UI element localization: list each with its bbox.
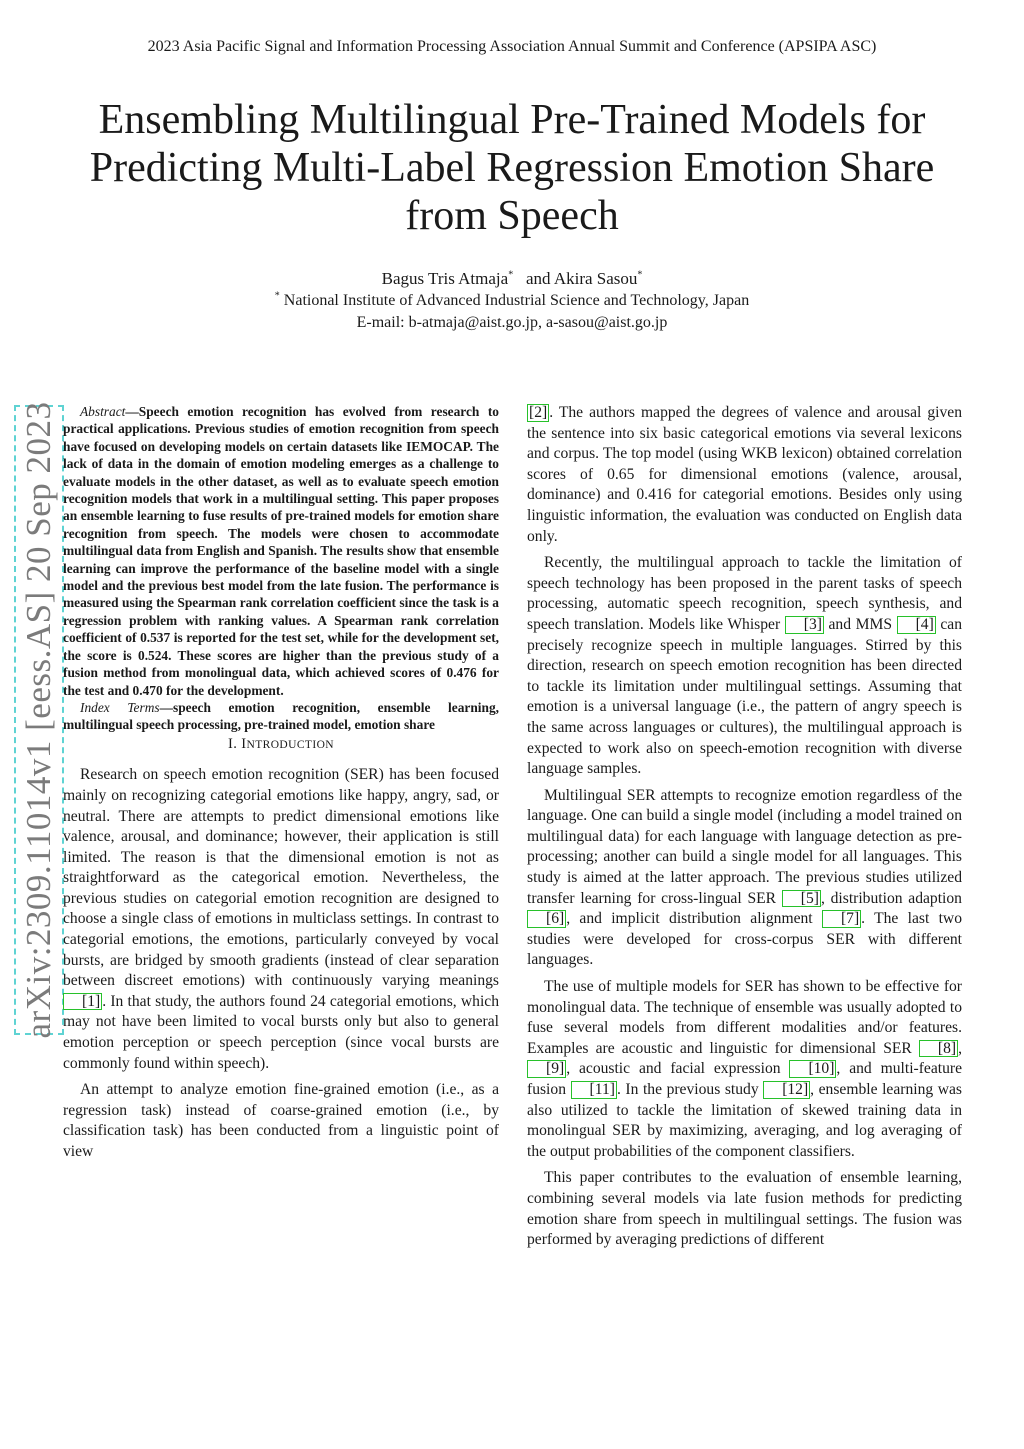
- left-column: [63, 403, 499, 1163]
- paragraph-text: Recently, the multilingual approach to tackle the limitation of speech technology has been proposed in the parent tasks of speech processing, automatic speech recognition, speech synthesis, and speech translation. Models like Whisper: [527, 554, 962, 633]
- paragraph-text: An attempt to analyze emotion fine-grained emotion (i.e., as a regression task) instead of coarse-grained emotion (i.e., by classification task) has been conducted from a linguistic point of view: [63, 1081, 499, 1160]
- citation-link[interactable]: [1]: [63, 993, 102, 1011]
- intro-paragraph-1: [63, 765, 499, 1074]
- citation-link[interactable]: [8]: [919, 1040, 958, 1058]
- author-2: Akira Sasou: [553, 269, 638, 288]
- abstract-text: —Speech emotion recognition has evolved from research to practical applications. Previous studies of emotion recognition from speech have focused on developing models on certain datasets like IEMOCAP. The lack of data in the domain of emotion modeling emerges as a challenge to evaluate models in the other dataset, as well as to evaluate speech emotion recognition models that work in a multilingual setting. This paper proposes an ensemble learning to fuse results of pre-trained models for emotion share recognition from speech. The models were chosen to accommodate multilingual data from English and Spanish. The results show that ensemble learning can improve the performance of the baseline model with a single model and the previous best model from the late fusion. The performance is measured using the Spearman rank correlation coefficient since the task is a regression problem with ranking values. A Spearman rank correlation coefficient of 0.537 is reported for the test set, while for the development set, the score is 0.524. These scores are higher than the previous study of a fusion method from monolingual data, which achieved scores of 0.476 for the test and 0.470 for the development.: [63, 404, 499, 698]
- paragraph-text: , distribution adaption: [820, 889, 962, 907]
- arxiv-stamp-link[interactable]: [14, 401, 64, 1039]
- author-names: [0, 268, 1024, 290]
- intro-paragraph-2-continued: [527, 403, 962, 547]
- index-terms: [63, 699, 499, 734]
- index-terms-text: —speech emotion recognition, ensemble learning, multilingual speech processing, pre-trained model, emotion share: [63, 699, 500, 733]
- email-line: E-mail: b-atmaja@aist.go.jp, a-sasou@aist.go.jp: [356, 314, 668, 331]
- paragraph-text: , and multi-feature fusion: [527, 1060, 963, 1098]
- section-heading-introduction: [63, 734, 499, 756]
- affil-mark-1: *: [508, 269, 514, 281]
- abstract: [63, 403, 499, 699]
- paragraph-text: , acoustic and facial expression: [566, 1060, 790, 1078]
- citation-link[interactable]: [11]: [571, 1081, 617, 1099]
- paragraph-text: and MMS: [823, 615, 897, 633]
- paragraph-text: ,: [958, 1039, 962, 1057]
- paper-title: Ensembling Multilingual Pre-Trained Models for Predicting Multi-Label Regression Emotion Share from Speech: [89, 97, 935, 239]
- section-numeral: I.: [228, 735, 238, 752]
- paragraph-text: Research on speech emotion recognition (SER) has been focused mainly on recognizing categorial emotions like happy, angry, sad, or neutral. There are attempts to predict dimensional emotions like valence, arousal, and dominance; however, their application is still limited. The reason is that the dimensional emotion is not as straightforward as the categorical emotion. Nevertheless, the previous studies on categorial emotion recognition are designed to choose a single class of emotions in multiclass settings. In contrast to categorial emotions, the emotions, particularly conveyed by vocal bursts, are bridged by smooth gradients (instead of clear separation between discreet emotions) with continuously varying meanings: [63, 766, 499, 990]
- section-title-rest: NTRODUCTION: [246, 738, 334, 751]
- right-column: [527, 403, 962, 1251]
- intro-paragraph-5: [527, 977, 962, 1162]
- affiliation: National Institute of Advanced Industrial Science and Technology, Japan: [283, 292, 750, 309]
- intro-paragraph-3: [527, 553, 962, 780]
- affil-mark-2: *: [637, 269, 643, 281]
- paragraph-text: Multilingual SER attempts to recognize emotion regardless of the language. One can build a single model (including a model trained on multilingual data) for each language with language detection as pre-processing; another can build a single model for all languages. This study is aimed at the latter approach. The previous studies utilized transfer learning for cross-lingual SER: [527, 786, 962, 907]
- citation-link[interactable]: [5]: [782, 890, 821, 908]
- citation-link[interactable]: [2]: [529, 404, 548, 421]
- intro-paragraph-2: [63, 1080, 499, 1162]
- paragraph-text: . In that study, the authors found 24 categorial emotions, which may not have been limited to vocal bursts only but also to general emotion perception or speech perception (since vocal bursts are commonly found within speech).: [63, 992, 499, 1072]
- affiliation-line: [0, 290, 1024, 312]
- citation-link[interactable]: [3]: [785, 616, 824, 634]
- abstract-label: Abstract: [80, 404, 126, 419]
- intro-paragraph-4: [527, 786, 962, 971]
- arxiv-stamp: arXiv:2309.11014v1 [eess.AS] 20 Sep 2023: [19, 401, 58, 1039]
- author-block: [0, 268, 1024, 334]
- citation-link[interactable]: [10]: [789, 1060, 836, 1078]
- paragraph-text: . In the previous study: [616, 1081, 764, 1098]
- conference-header: 2023 Asia Pacific Signal and Information Processing Association Annual Summit and Conference (APSIPA ASC): [147, 38, 877, 55]
- affil-mark-3: *: [274, 290, 280, 302]
- paragraph-text: . The last two studies were developed for cross-corpus SER with different languages.: [527, 910, 962, 969]
- citation-link[interactable]: [4]: [897, 616, 936, 634]
- paragraph-text: , and implicit distribution alignment: [566, 910, 822, 928]
- citation-link[interactable]: [7]: [822, 910, 861, 928]
- author-1: Bagus Tris Atmaja: [381, 269, 509, 288]
- citation-link[interactable]: [6]: [527, 910, 566, 928]
- paragraph-text: , ensemble learning was also utilized to tackle the limitation of skewed training data in monolingual SER by maximizing, averaging, and log averaging of the output probabilities of the component classifiers.: [527, 1081, 962, 1160]
- paragraph-text: This paper contributes to the evaluation of ensemble learning, combining several models via late fusion methods for predicting emotion share from speech in multilingual settings. The fusion was performed by averaging predictions of different: [527, 1169, 962, 1249]
- index-terms-label: Index Terms: [80, 699, 160, 715]
- paragraph-text: . The authors mapped the degrees of valence and arousal given the sentence into six basic categorical emotions via several lexicons and corpus. The top model (using WKB lexicon) obtained correlation scores of 0.65 for dimensional emotions (valence, arousal, dominance) and 0.416 for categorial emotions. Besides only using linguistic information, the evaluation was conducted on English data only.: [527, 404, 962, 545]
- paragraph-text: can precisely recognize speech in multiple languages. Stirred by this direction, research on speech emotion recognition has been directed to tackle its limitation under multilingual settings. Assuming that emotion is a universal language (i.e., the pattern of angry speech is the same across languages or cultures), the multilingual approach is expected to work also on speech-emotion recognition with diverse language samples.: [527, 615, 962, 778]
- author-separator: and: [525, 269, 551, 288]
- citation-link[interactable]: [12]: [763, 1081, 810, 1099]
- citation-link[interactable]: [9]: [527, 1060, 566, 1078]
- paragraph-text: The use of multiple models for SER has shown to be effective for monolingual data. The technique of ensemble was usually adopted to fuse several models from different modalities and/or features. Examples are acoustic and linguistic for dimensional SER: [527, 978, 962, 1057]
- section-title-first: I: [241, 735, 247, 752]
- intro-paragraph-6: [527, 1168, 962, 1250]
